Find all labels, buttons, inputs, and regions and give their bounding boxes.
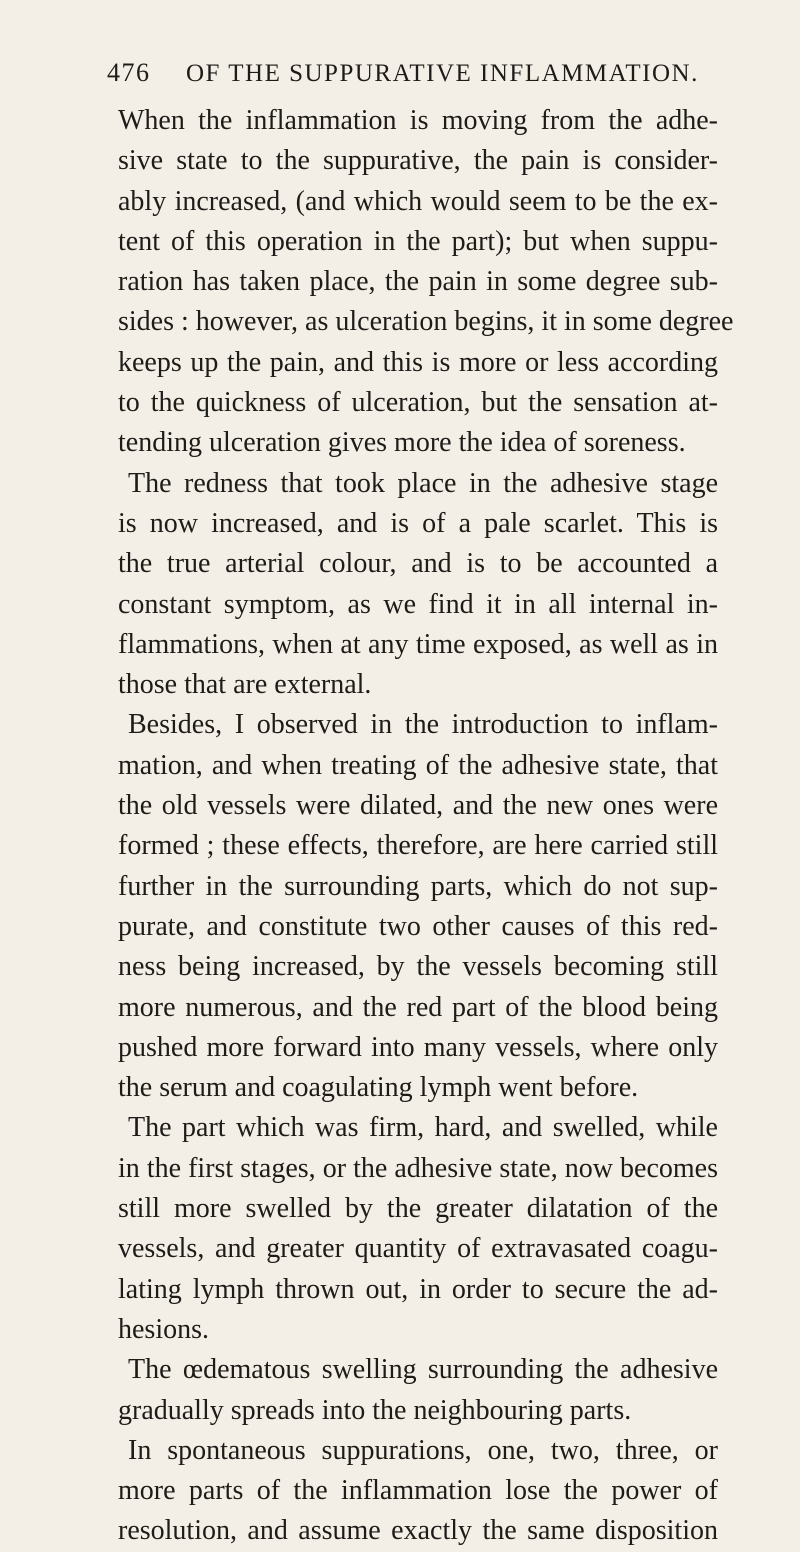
text-line: in the first stages, or the adhesive state, now becomes bbox=[118, 1152, 718, 1184]
text-line: the true arterial colour, and is to be accounted a bbox=[118, 548, 718, 580]
text-line: The redness that took place in the adhesive stage bbox=[128, 467, 718, 499]
text-line: sive state to the suppurative, the pain is consider- bbox=[118, 145, 718, 177]
text-line: keeps up the pain, and this is more or less according bbox=[118, 346, 718, 378]
running-head bbox=[107, 58, 707, 98]
text-line: ably increased, (and which would seem to be the ex- bbox=[118, 185, 718, 217]
text-line: is now increased, and is of a pale scarlet. This is bbox=[118, 507, 718, 539]
text-line: gradually spreads into the neighbouring parts. bbox=[118, 1394, 632, 1426]
body-text bbox=[118, 101, 734, 1552]
text-line: vessels, and greater quantity of extravasated coagu- bbox=[118, 1233, 718, 1265]
page-number: 476 bbox=[107, 58, 151, 87]
text-line: pushed more forward into many vessels, where only bbox=[118, 1031, 718, 1063]
text-line: the old vessels were dilated, and the new ones were bbox=[118, 790, 718, 822]
text-line: to the quickness of ulceration, but the sensation at- bbox=[118, 387, 718, 419]
running-title: OF THE SUPPURATIVE INFLAMMATION. bbox=[186, 60, 699, 87]
text-line: Besides, I observed in the introduction to inflam- bbox=[128, 709, 718, 741]
text-line: ness being increased, by the vessels becoming still bbox=[118, 951, 718, 983]
text-line: In spontaneous suppurations, one, two, three, or bbox=[128, 1434, 718, 1466]
text-line: lating lymph thrown out, in order to secure the ad- bbox=[118, 1273, 718, 1305]
text-line: still more swelled by the greater dilatation of the bbox=[118, 1193, 718, 1225]
text-line: mation, and when treating of the adhesive state, that bbox=[118, 749, 718, 781]
text-line: tent of this operation in the part); but when suppu- bbox=[118, 225, 718, 257]
text-line: purate, and constitute two other causes of this red- bbox=[118, 910, 718, 942]
text-line: constant symptom, as we find it in all internal in- bbox=[118, 588, 718, 620]
text-line: the serum and coagulating lymph went before. bbox=[118, 1072, 639, 1104]
text-line: The œdematous swelling surrounding the adhesive bbox=[128, 1354, 718, 1386]
text-line: more parts of the inflammation lose the power of bbox=[118, 1475, 718, 1507]
text-line: hesions. bbox=[118, 1313, 209, 1345]
text-line: sides : however, as ulceration begins, it in some degree bbox=[118, 306, 734, 338]
text-line: resolution, and assume exactly the same disposition bbox=[118, 1515, 718, 1547]
text-line: The part which was firm, hard, and swelled, while bbox=[128, 1112, 718, 1144]
text-line: tending ulceration gives more the idea of soreness. bbox=[118, 427, 686, 459]
text-line: When the inflammation is moving from the adhe- bbox=[118, 105, 718, 136]
text-line: ration has taken place, the pain in some degree sub- bbox=[118, 266, 718, 298]
text-line: flammations, when at any time exposed, as well as in bbox=[118, 628, 718, 660]
text-line: formed ; these effects, therefore, are here carried still bbox=[118, 830, 718, 862]
text-line: those that are external. bbox=[118, 669, 372, 701]
text-line: more numerous, and the red part of the blood being bbox=[118, 991, 718, 1023]
text-line: further in the surrounding parts, which do not sup- bbox=[118, 870, 718, 902]
